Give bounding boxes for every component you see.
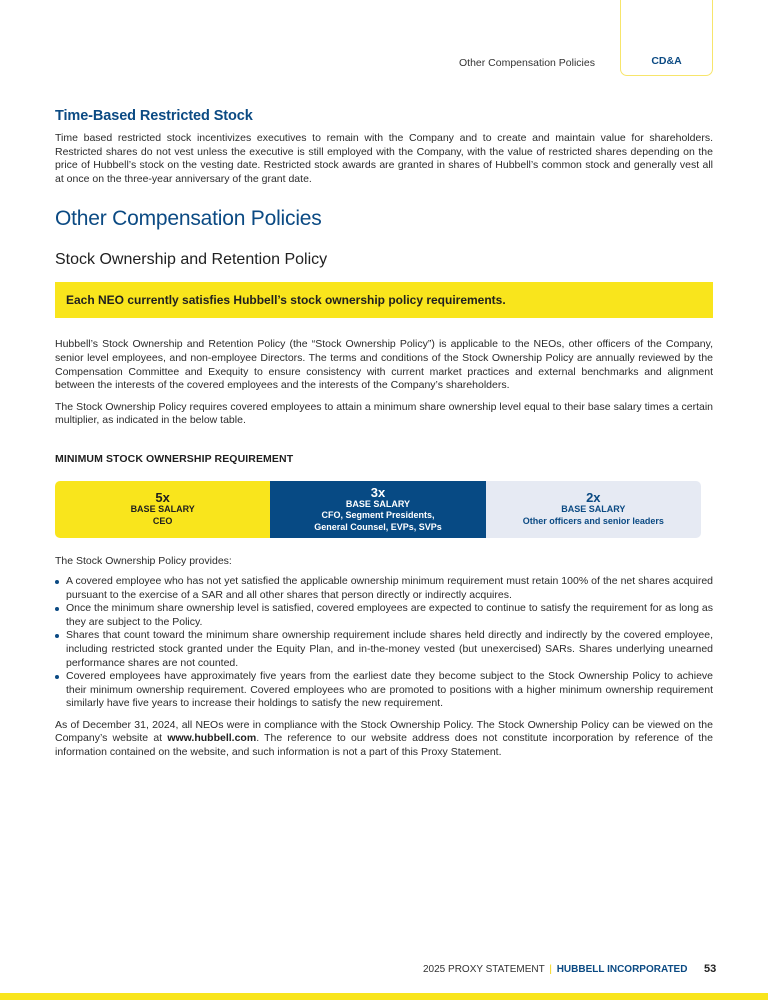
provisions-list <box>55 575 713 711</box>
covered-role: Other officers and senior leaders <box>522 515 664 526</box>
header-section-label: Other Compensation Policies <box>459 57 595 69</box>
list-item-text: Shares that count toward the minimum share ownership requirement include shares held directly and indirectly by the covered employee, including restricted stock granted under the Equity Plan, and in-the-money vested (but unexercised) SARs. Shares underlying unearned performance shares are not counted. <box>66 629 713 669</box>
list-item <box>55 575 713 602</box>
page-content <box>55 108 713 760</box>
requirement-cell-executives <box>270 481 485 538</box>
basis-label: BASE SALARY <box>561 504 626 515</box>
list-item <box>55 629 713 670</box>
multiplier: 5x <box>155 490 170 506</box>
requirement-cell-officers <box>486 481 701 538</box>
requirement-cell-ceo <box>55 481 270 538</box>
covered-role: CEO <box>152 515 173 526</box>
closing-text-end: . The reference to our website address does not constitute incorporation by reference of the information contained on the website, and such information is not a part of this Proxy Statement. <box>55 732 713 759</box>
restricted-stock-heading: Time-Based Restricted Stock <box>55 108 253 124</box>
bullet-icon <box>55 634 59 638</box>
bullet-icon <box>55 580 59 584</box>
multiplier: 2x <box>586 490 601 506</box>
compliance-callout <box>55 282 713 318</box>
list-item-text: A covered employee who has not yet satisfied the applicable ownership minimum requirement must retain 100% of the net shares acquired pursuant to the exercise of a SAR and all other shares that person directly or indirectly acquires. <box>66 574 713 601</box>
page-number: 53 <box>704 963 717 975</box>
list-item <box>55 670 713 711</box>
footer-company: HUBBELL INCORPORATED <box>556 964 688 975</box>
bullet-icon <box>55 607 59 611</box>
footer-separator: | <box>549 964 552 975</box>
multiplier: 3x <box>370 484 386 500</box>
requirement-table <box>55 481 701 538</box>
list-item-text: Once the minimum share ownership level is satisfied, covered employees are expected to continue to satisfy the requirement for as long as they are subject to the Policy. <box>66 602 713 628</box>
bottom-accent-bar <box>0 993 768 1000</box>
covered-role: CFO, Segment Presidents, <box>321 510 435 521</box>
basis-label: BASE SALARY <box>345 498 411 509</box>
bullet-icon <box>55 675 59 679</box>
section-tab-cda[interactable] <box>620 0 713 76</box>
section-tab-label: CD&A <box>651 55 682 67</box>
restricted-stock-paragraph: Time based restricted stock incentivizes executives to remain with the Company and to create and maintain value for shareholders. Restricted shares do not vest unless the executive is still employed with the Company, with the value of restricted shares depending on the price of Hubbell’s stock on the vesting date. Restricted stock awards are granted in shares of Hubbell’s common stock and generally vest all at once on the three-year anniversary of the grant date. <box>55 132 713 185</box>
closing-text-start: As of December 31, 2024, all NEOs were in compliance with the Stock Ownership Policy. The Stock Ownership Policy can be viewed on the Company’s website at <box>55 718 713 745</box>
section-title: Other Compensation Policies <box>55 207 322 231</box>
provisions-intro: The Stock Ownership Policy provides: <box>55 554 232 567</box>
covered-role-line2: General Counsel, EVPs, SVPs <box>314 521 442 532</box>
basis-label: BASE SALARY <box>130 504 195 515</box>
policy-paragraph-1: Hubbell’s Stock Ownership and Retention Policy (the “Stock Ownership Policy”) is applicable to the NEOs, other officers of the Company, senior level employees, and non-employee Directors. The terms and conditions of the Stock Ownership Policy are annually reviewed by the Compensation Committee and Exequity to ensure consistency with current market practices and external benchmarks and alignment between the interests of the covered employees and the interests of the Company’s shareholders. <box>55 338 713 392</box>
footer <box>423 964 687 975</box>
policy-subheading: Stock Ownership and Retention Policy <box>55 251 328 269</box>
closing-paragraph <box>55 719 713 760</box>
list-item-text: Covered employees have approximately five years from the earliest date they become subject to the Stock Ownership Policy to achieve their minimum ownership requirement. Covered employees who are promoted to positions with a higher minimum ownership requirement similarly have five years to increase their holdings to satisfy the new requirement. <box>66 670 713 710</box>
website-link[interactable]: www.hubbell.com <box>167 732 257 745</box>
footer-doc-label: 2025 PROXY STATEMENT <box>423 964 545 975</box>
requirement-table-title: MINIMUM STOCK OWNERSHIP REQUIREMENT <box>55 452 294 465</box>
callout-text: Each NEO currently satisfies Hubbell’s stock ownership policy requirements. <box>66 293 506 308</box>
list-item <box>55 602 713 629</box>
policy-paragraph-2: The Stock Ownership Policy requires covered employees to attain a minimum share ownership level equal to their base salary times a certain multiplier, as indicated in the below table. <box>55 400 713 427</box>
